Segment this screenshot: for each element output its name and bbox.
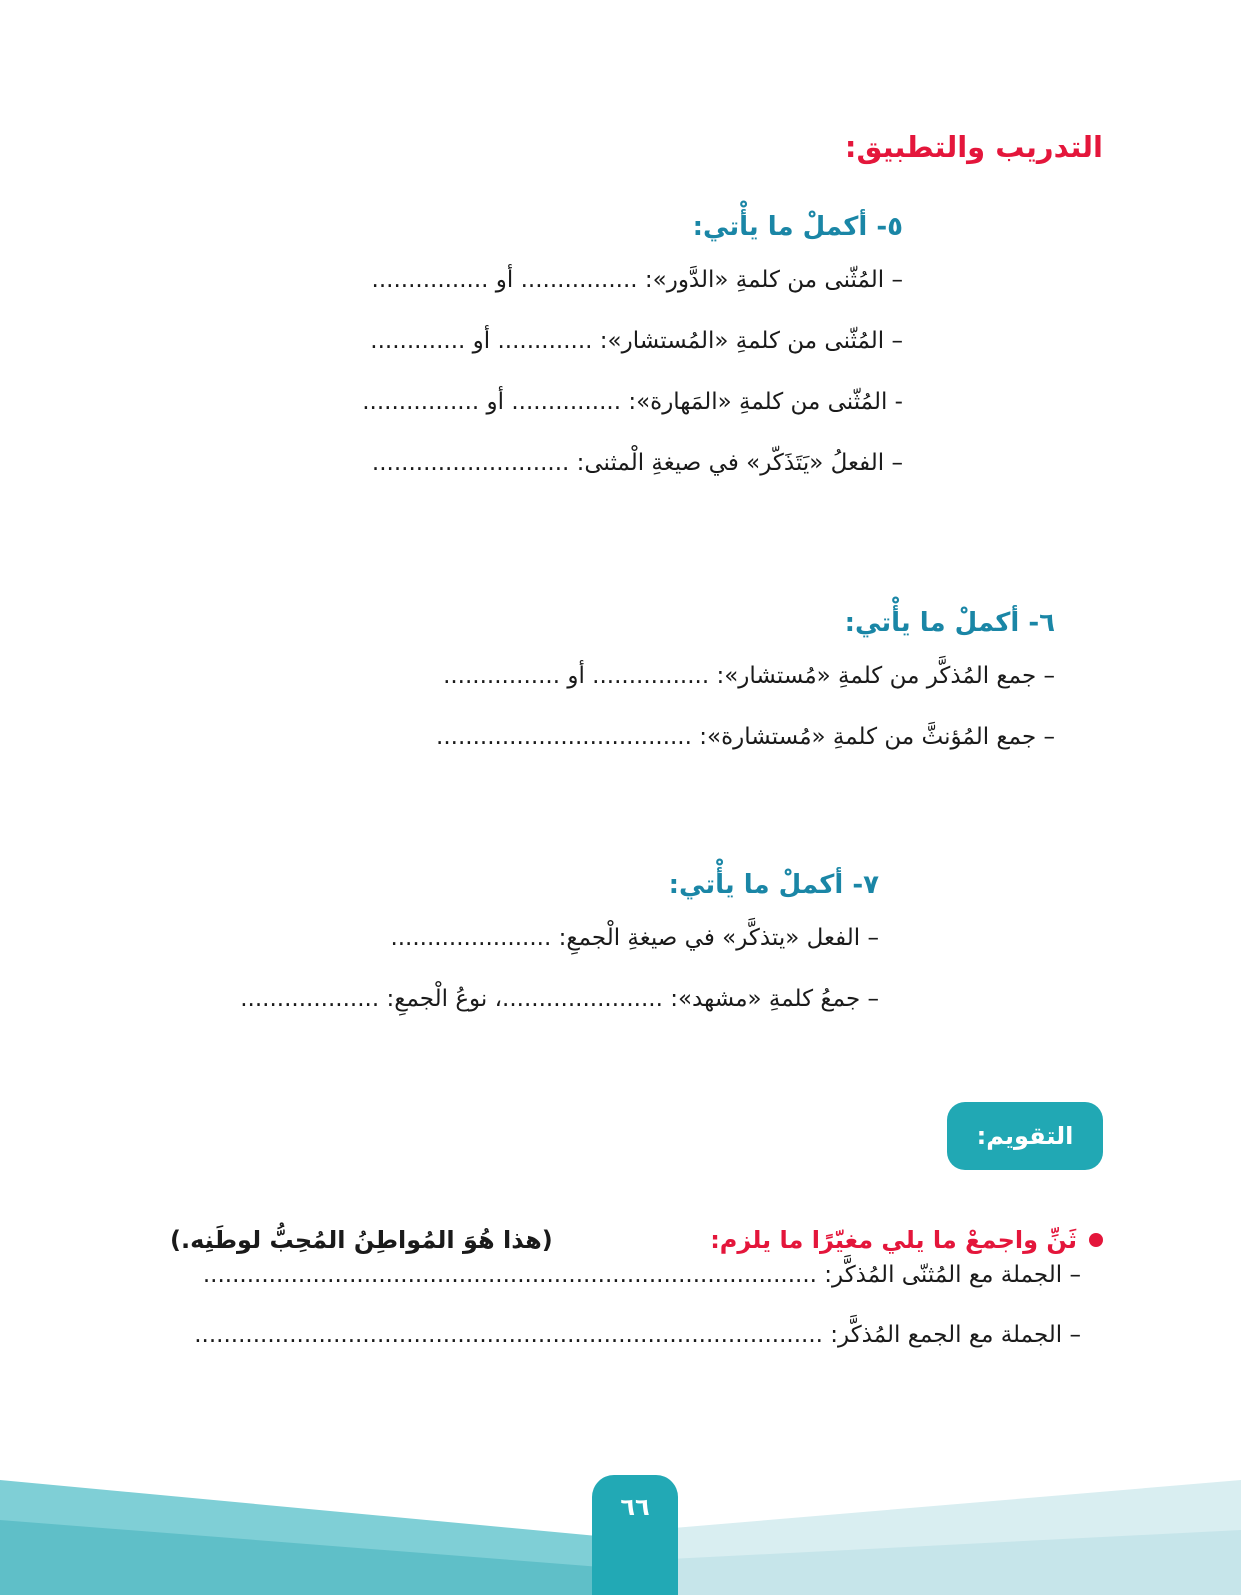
- evaluation-answer-line: – الجملة مع المُثنّى المُذكَّر: ....................................................................................: [202, 1262, 1081, 1288]
- exercise-7-content: [189, 870, 879, 1030]
- evaluation-instruction: ثَنِّ واجمعْ ما يلي مغيّرًا ما يلزم:: [710, 1226, 1077, 1254]
- exercise-6-line: – جمع المُذكَّر من كلمةِ «مُستشار»: ................ أو ................: [443, 663, 1055, 689]
- exercise-6-content: [375, 608, 1055, 768]
- exercise-5-line: – الفعلُ «يَتَذَكّر» في صيغةِ الْمثنى: ...........................: [371, 450, 903, 476]
- exercise-5-line: – المُثّنى من كلمةِ «المُستشار»: ............. أو .............: [370, 328, 903, 354]
- exercise-7-line: – الفعل «يتذكَّر» في صيغةِ الْجمعِ: ......................: [390, 925, 879, 951]
- section-title: التدريب والتطبيق:: [844, 130, 1103, 164]
- instruction-group: [710, 1226, 1103, 1254]
- exercise-5-title: ٥- أكملْ ما يأْتي:: [692, 212, 903, 242]
- evaluation-tab: التقويم:: [947, 1102, 1103, 1170]
- exercise-5-line: - المُثّنى من كلمةِ «المَهارة»: ............... أو ................: [362, 389, 903, 415]
- exercise-5-line: – المُثّنى من كلمةِ «الدَّور»: ................ أو ................: [371, 267, 903, 293]
- exercise-5-content: [343, 212, 903, 494]
- exercise-7-title: ٧- أكملْ ما يأْتي:: [668, 870, 879, 900]
- exercise-6-line: – جمع المُؤنثَّ من كلمةِ «مُستشارة»: ...................................: [436, 724, 1055, 750]
- bullet-icon: [1089, 1233, 1103, 1247]
- evaluation-instruction-row: [170, 1226, 1103, 1254]
- evaluation-answer-line: – الجملة مع الجمع المُذكَّر: ......................................................................................: [194, 1322, 1081, 1348]
- page-number: ٦٦: [592, 1475, 678, 1595]
- exercise-6-title: ٦- أكملْ ما يأْتي:: [844, 608, 1055, 638]
- evaluation-sentence: (هذا هُوَ المُواطِنُ المُحِبُّ لوطَنِه.): [170, 1226, 553, 1254]
- exercise-7-line: – جمعُ كلمةِ «مشهد»: ......................، نوعُ الْجمعِ: ...................: [240, 986, 879, 1012]
